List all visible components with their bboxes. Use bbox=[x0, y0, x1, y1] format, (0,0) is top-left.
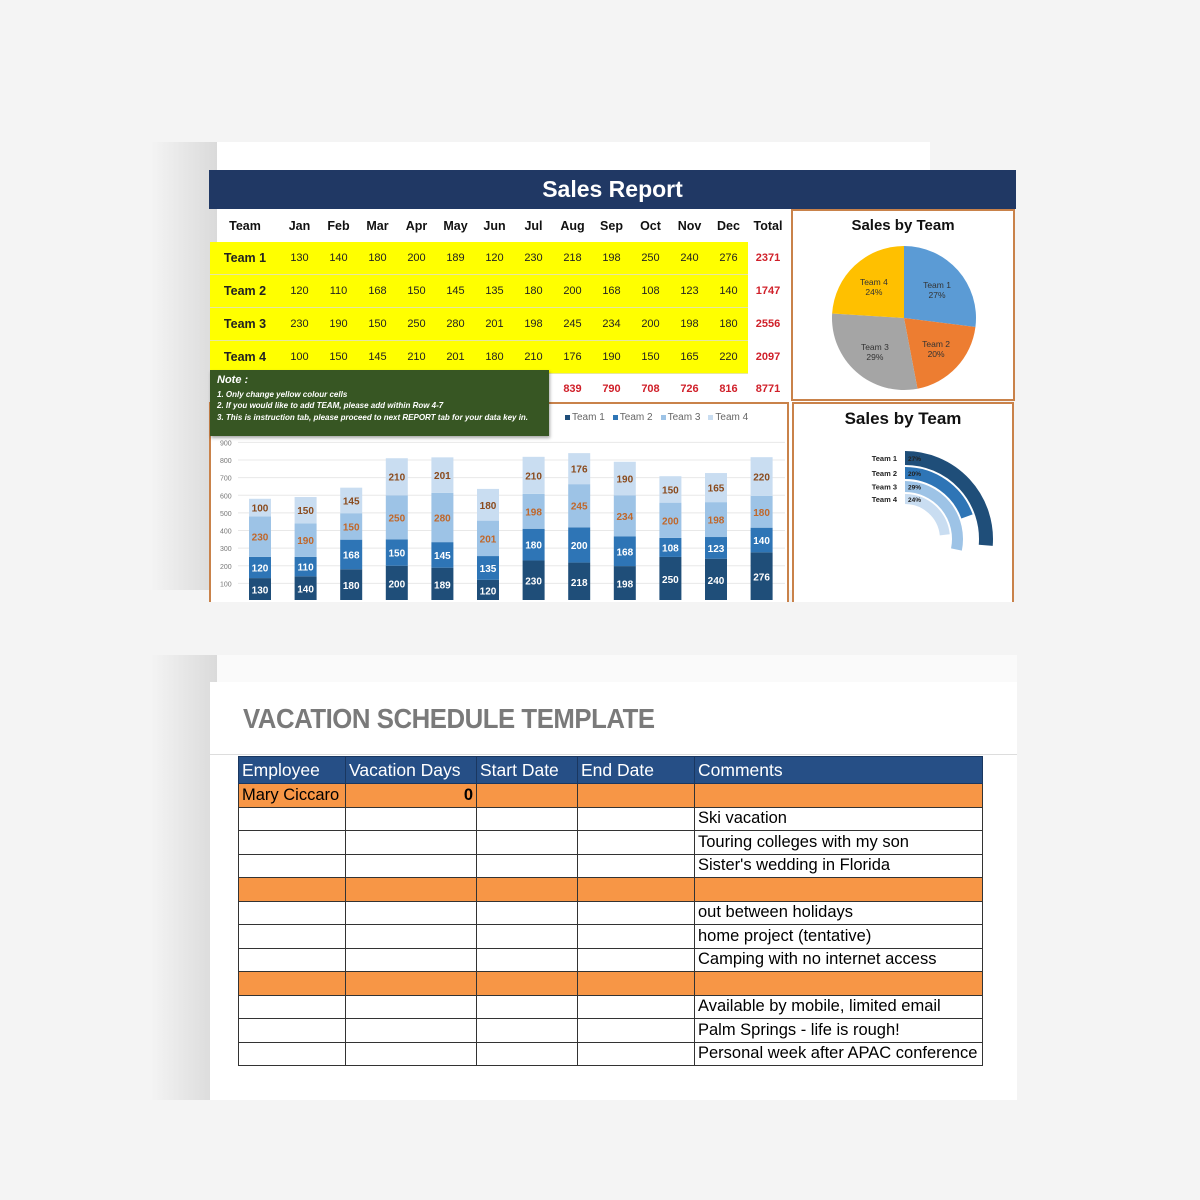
y-tick-label: 700 bbox=[220, 475, 232, 483]
sales-cell[interactable]: 145 bbox=[358, 341, 397, 374]
sales-report-title: Sales Report bbox=[209, 170, 1016, 209]
sales-cell[interactable]: 120 bbox=[475, 242, 514, 275]
sales-cell[interactable]: 180 bbox=[709, 308, 748, 341]
legend-item[interactable] bbox=[708, 412, 748, 423]
comments-cell[interactable]: Personal week after APAC conference bbox=[695, 1042, 983, 1066]
bar-data-label: 150 bbox=[342, 522, 360, 534]
sales-cell[interactable]: 150 bbox=[631, 341, 670, 374]
end-date-cell[interactable] bbox=[578, 1019, 695, 1043]
sales-cell[interactable]: 150 bbox=[358, 308, 397, 341]
month-total-cell: 839 bbox=[553, 374, 592, 404]
radial-bar-percent: 24% bbox=[908, 497, 922, 504]
bar-data-label: 150 bbox=[388, 548, 406, 560]
bar-data-label: 250 bbox=[388, 513, 406, 525]
legend-swatch bbox=[613, 415, 618, 420]
radial-bar-percent: 27% bbox=[908, 456, 922, 463]
month-total-cell: 816 bbox=[709, 374, 748, 404]
bar-data-label: 198 bbox=[616, 579, 634, 591]
comments-cell[interactable]: Sister's wedding in Florida bbox=[695, 854, 983, 878]
bar-data-label: 276 bbox=[753, 572, 770, 584]
bar-data-label: 140 bbox=[753, 536, 770, 548]
start-date-cell[interactable] bbox=[477, 784, 578, 808]
pie-percent: 24% bbox=[865, 286, 883, 297]
bar-data-label: 100 bbox=[251, 503, 269, 515]
bar-data-label: 130 bbox=[251, 585, 269, 597]
vacation-days-cell[interactable]: 0 bbox=[346, 784, 477, 808]
row-total-cell: 1747 bbox=[748, 275, 788, 307]
column-header: Mar bbox=[366, 219, 389, 233]
column-header: Apr bbox=[405, 219, 428, 233]
sales-cell[interactable]: 135 bbox=[475, 275, 514, 308]
vacation-days-cell[interactable] bbox=[346, 1019, 477, 1043]
sales-cell[interactable]: 218 bbox=[553, 242, 592, 275]
end-date-cell[interactable] bbox=[578, 807, 695, 831]
header-comments[interactable]: Comments bbox=[695, 757, 983, 784]
end-date-cell[interactable] bbox=[578, 878, 695, 902]
vacation-days-cell[interactable] bbox=[346, 1042, 477, 1066]
column-header: Team bbox=[229, 219, 261, 233]
comments-cell[interactable] bbox=[695, 972, 983, 996]
bar-data-label: 210 bbox=[525, 471, 542, 483]
legend-swatch bbox=[708, 415, 713, 420]
sales-cell[interactable]: 240 bbox=[670, 242, 709, 275]
radial-bar-label: Team 1 bbox=[871, 454, 897, 463]
pie-percent: 27% bbox=[928, 289, 946, 300]
bar-data-label: 110 bbox=[297, 562, 314, 574]
table-row bbox=[239, 784, 983, 808]
sales-cell[interactable]: 165 bbox=[670, 341, 709, 374]
sales-cell[interactable]: 108 bbox=[631, 275, 670, 308]
y-tick-label: 800 bbox=[220, 458, 232, 465]
sheet-top bbox=[217, 655, 1017, 685]
bar-data-label: 123 bbox=[707, 543, 725, 555]
bar-data-label: 180 bbox=[479, 500, 497, 512]
column-header: Jul bbox=[524, 219, 543, 233]
bar-data-label: 180 bbox=[753, 507, 770, 519]
sales-cell[interactable]: 200 bbox=[553, 275, 592, 308]
legend-label: Team 1 bbox=[572, 412, 605, 423]
column-header: Oct bbox=[640, 219, 661, 233]
vacation-days-cell[interactable] bbox=[346, 807, 477, 831]
column-header: Jan bbox=[288, 219, 311, 233]
team-name-cell[interactable]: Team 2 bbox=[210, 275, 280, 308]
comments-cell[interactable]: Palm Springs - life is rough! bbox=[695, 1019, 983, 1043]
bar-data-label: 150 bbox=[297, 506, 314, 518]
employee-cell[interactable] bbox=[239, 807, 346, 831]
sales-cell[interactable]: 150 bbox=[319, 341, 358, 374]
radial-bar-chart bbox=[792, 402, 1014, 602]
note-line: 3. This is instruction tab, please proceed to next REPORT tab for your data key in. bbox=[217, 412, 529, 422]
employee-cell[interactable]: Mary Ciccaro bbox=[239, 784, 346, 808]
legend-swatch bbox=[661, 415, 666, 420]
vacation-days-cell[interactable] bbox=[346, 831, 477, 855]
start-date-cell[interactable] bbox=[477, 995, 578, 1019]
sales-cell[interactable]: 140 bbox=[709, 275, 748, 308]
radial-chart-title: Sales by Team bbox=[844, 409, 962, 428]
sales-cell[interactable]: 168 bbox=[592, 275, 631, 308]
month-total-cell: 726 bbox=[670, 374, 709, 404]
bar-data-label: 201 bbox=[479, 534, 497, 546]
employee-cell[interactable] bbox=[239, 948, 346, 972]
table-row bbox=[239, 925, 983, 949]
instruction-note bbox=[210, 370, 549, 436]
sales-cell[interactable]: 210 bbox=[514, 341, 553, 374]
comments-cell[interactable]: Ski vacation bbox=[695, 807, 983, 831]
sales-cell[interactable]: 180 bbox=[358, 242, 397, 275]
radial-bar-percent: 29% bbox=[908, 484, 922, 492]
bar-data-label: 210 bbox=[388, 472, 406, 484]
team-name-cell[interactable]: Team 3 bbox=[210, 308, 280, 341]
table-row bbox=[239, 1019, 983, 1043]
pie-percent: 29% bbox=[866, 352, 884, 363]
bar-data-label: 230 bbox=[251, 532, 269, 544]
end-date-cell[interactable] bbox=[578, 901, 695, 925]
bar-data-label: 234 bbox=[616, 511, 634, 523]
bar-data-label: 168 bbox=[342, 550, 360, 562]
sales-cell[interactable]: 200 bbox=[397, 242, 436, 275]
bar-data-label: 180 bbox=[525, 540, 542, 552]
bar-data-label: 200 bbox=[570, 540, 588, 552]
header-row bbox=[239, 757, 983, 784]
bar-data-label: 189 bbox=[434, 580, 451, 592]
comments-cell[interactable]: Camping with no internet access bbox=[695, 948, 983, 972]
header-employee[interactable]: Employee bbox=[239, 757, 346, 784]
sales-cell[interactable]: 198 bbox=[592, 242, 631, 275]
header-start-date[interactable]: Start Date bbox=[477, 757, 578, 784]
sales-cell[interactable]: 200 bbox=[631, 308, 670, 341]
start-date-cell[interactable] bbox=[477, 948, 578, 972]
grand-total-cell: 8771 bbox=[748, 374, 788, 404]
comments-cell[interactable]: home project (tentative) bbox=[695, 925, 983, 949]
y-tick-label: 300 bbox=[220, 546, 232, 554]
comments-cell[interactable]: out between holidays bbox=[695, 901, 983, 925]
bar-data-label: 120 bbox=[479, 586, 497, 598]
month-total-cell: 708 bbox=[631, 374, 670, 404]
bar-data-label: 200 bbox=[662, 516, 679, 528]
table-row bbox=[239, 854, 983, 878]
bar-data-label: 145 bbox=[434, 550, 451, 562]
bar-data-label: 198 bbox=[707, 515, 725, 527]
table-row bbox=[239, 831, 983, 855]
vacation-days-cell[interactable] bbox=[346, 972, 477, 996]
legend-label: Team 2 bbox=[619, 412, 653, 423]
bar-data-label: 190 bbox=[297, 536, 314, 548]
pie-chart-title: Sales by Team bbox=[851, 217, 955, 234]
y-tick-label: 100 bbox=[220, 581, 232, 589]
column-header: Aug bbox=[560, 219, 585, 233]
end-date-cell[interactable] bbox=[578, 831, 695, 855]
radial-bar-percent: 20% bbox=[908, 471, 922, 478]
legend-swatch bbox=[565, 415, 570, 420]
bar-data-label: 168 bbox=[616, 547, 634, 559]
sales-cell[interactable]: 130 bbox=[280, 242, 319, 275]
vacation-days-cell[interactable] bbox=[346, 995, 477, 1019]
sales-cell[interactable]: 276 bbox=[709, 242, 748, 275]
legend-label: Team 3 bbox=[667, 412, 701, 423]
column-header: Nov bbox=[677, 219, 702, 233]
bar-data-label: 140 bbox=[297, 584, 314, 596]
sales-cell[interactable]: 190 bbox=[319, 308, 358, 341]
sales-cell[interactable]: 120 bbox=[280, 275, 319, 308]
month-total-cell: 790 bbox=[592, 374, 631, 404]
bar-data-label: 108 bbox=[662, 543, 679, 555]
vacation-days-cell[interactable] bbox=[346, 854, 477, 878]
comments-cell[interactable] bbox=[695, 784, 983, 808]
pie-label: Team 4 bbox=[859, 276, 888, 287]
bar-data-label: 135 bbox=[479, 563, 497, 575]
end-date-cell[interactable] bbox=[578, 784, 695, 808]
employee-cell[interactable] bbox=[239, 901, 346, 925]
bar-data-label: 198 bbox=[525, 507, 542, 519]
end-date-cell[interactable] bbox=[578, 854, 695, 878]
vacation-days-cell[interactable] bbox=[346, 925, 477, 949]
sales-cell[interactable]: 234 bbox=[592, 308, 631, 341]
y-tick-label: 400 bbox=[220, 528, 232, 536]
row-total-cell: 2097 bbox=[748, 341, 788, 373]
pie-label: Team 3 bbox=[860, 342, 889, 353]
y-tick-label: 600 bbox=[220, 493, 232, 501]
employee-cell[interactable] bbox=[239, 972, 346, 996]
column-header: Jun bbox=[483, 219, 506, 233]
y-tick-label: 200 bbox=[220, 563, 232, 571]
table-row bbox=[239, 948, 983, 972]
bar-data-label: 180 bbox=[342, 581, 360, 593]
sales-cell[interactable]: 198 bbox=[514, 308, 553, 341]
end-date-cell[interactable] bbox=[578, 1042, 695, 1066]
end-date-cell[interactable] bbox=[578, 925, 695, 949]
start-date-cell[interactable] bbox=[477, 972, 578, 996]
sales-cell[interactable]: 176 bbox=[553, 341, 592, 374]
comments-cell[interactable]: Available by mobile, limited email bbox=[695, 995, 983, 1019]
y-tick-label: 900 bbox=[220, 440, 232, 448]
table-row bbox=[239, 1042, 983, 1066]
employee-cell[interactable] bbox=[239, 1042, 346, 1066]
vacation-title: VACATION SCHEDULE TEMPLATE bbox=[243, 703, 655, 734]
vacation-days-cell[interactable] bbox=[346, 901, 477, 925]
start-date-cell[interactable] bbox=[477, 854, 578, 878]
chart-legend bbox=[565, 412, 748, 423]
employee-cell[interactable] bbox=[239, 854, 346, 878]
end-date-cell[interactable] bbox=[578, 948, 695, 972]
pie-label: Team 2 bbox=[922, 339, 951, 350]
sales-cell[interactable]: 123 bbox=[670, 275, 709, 308]
legend-item[interactable] bbox=[613, 412, 653, 423]
note-title: Note : bbox=[217, 374, 249, 386]
header-end-date[interactable]: End Date bbox=[578, 757, 695, 784]
bar-data-label: 190 bbox=[616, 474, 634, 486]
employee-cell[interactable] bbox=[239, 878, 346, 902]
header-vacation-days[interactable]: Vacation Days bbox=[346, 757, 477, 784]
bar-data-label: 165 bbox=[707, 483, 725, 495]
sales-cell[interactable]: 190 bbox=[592, 341, 631, 374]
row-total-cell: 2371 bbox=[748, 242, 788, 274]
radial-bar-label: Team 3 bbox=[871, 482, 897, 492]
sales-cell[interactable]: 245 bbox=[553, 308, 592, 341]
bar-data-label: 230 bbox=[525, 576, 542, 588]
bar-data-label: 280 bbox=[434, 513, 451, 525]
legend-item[interactable] bbox=[661, 412, 701, 423]
sales-cell[interactable]: 145 bbox=[436, 275, 475, 308]
sales-cell[interactable]: 201 bbox=[475, 308, 514, 341]
table-row bbox=[239, 878, 983, 902]
table-row bbox=[239, 807, 983, 831]
pie-canvas bbox=[793, 211, 1013, 399]
bar-data-label: 245 bbox=[570, 501, 588, 513]
sales-cell[interactable]: 100 bbox=[280, 341, 319, 374]
pie-percent: 20% bbox=[927, 349, 945, 360]
y-tick-label: 500 bbox=[220, 510, 232, 518]
employee-cell[interactable] bbox=[239, 995, 346, 1019]
table-row bbox=[239, 901, 983, 925]
sales-cell[interactable]: 201 bbox=[436, 341, 475, 374]
start-date-cell[interactable] bbox=[477, 807, 578, 831]
bar-data-label: 120 bbox=[251, 563, 269, 575]
start-date-cell[interactable] bbox=[477, 1019, 578, 1043]
sales-cell[interactable]: 168 bbox=[358, 275, 397, 308]
bar-data-label: 201 bbox=[434, 471, 451, 483]
team-name-cell[interactable]: Team 4 bbox=[210, 341, 280, 374]
comments-cell[interactable] bbox=[695, 878, 983, 902]
column-header: Sep bbox=[600, 219, 623, 233]
end-date-cell[interactable] bbox=[578, 995, 695, 1019]
bar-data-label: 145 bbox=[342, 496, 360, 508]
employee-cell[interactable] bbox=[239, 1019, 346, 1043]
radial-bar-label: Team 4 bbox=[871, 495, 897, 504]
sales-cell[interactable]: 220 bbox=[709, 341, 748, 374]
employee-cell[interactable] bbox=[239, 925, 346, 949]
radial-canvas bbox=[794, 404, 1012, 600]
table-row bbox=[239, 995, 983, 1019]
sales-cell[interactable]: 198 bbox=[670, 308, 709, 341]
vacation-days-cell[interactable] bbox=[346, 878, 477, 902]
column-header: Feb bbox=[327, 219, 350, 233]
column-header: Dec bbox=[717, 219, 740, 233]
sales-cell[interactable]: 150 bbox=[397, 275, 436, 308]
sales-cell[interactable]: 140 bbox=[319, 242, 358, 275]
bar-data-label: 200 bbox=[388, 579, 406, 591]
column-header: May bbox=[443, 219, 468, 233]
end-date-cell[interactable] bbox=[578, 972, 695, 996]
vacation-days-cell[interactable] bbox=[346, 948, 477, 972]
table-row bbox=[239, 972, 983, 996]
bar-data-label: 176 bbox=[570, 464, 588, 476]
employee-cell[interactable] bbox=[239, 831, 346, 855]
sales-cell[interactable]: 210 bbox=[397, 341, 436, 374]
start-date-cell[interactable] bbox=[477, 901, 578, 925]
note-line: 2. If you would like to add TEAM, please add within Row 4-7 bbox=[217, 401, 444, 410]
radial-bar-label: Team 2 bbox=[871, 469, 897, 478]
bar-data-label: 218 bbox=[570, 577, 588, 589]
vacation-table bbox=[238, 756, 983, 1066]
sales-cell[interactable]: 230 bbox=[280, 308, 319, 341]
comments-cell[interactable]: Touring colleges with my son bbox=[695, 831, 983, 855]
team-name-cell[interactable]: Team 1 bbox=[210, 242, 280, 275]
start-date-cell[interactable] bbox=[477, 925, 578, 949]
sales-cell[interactable]: 189 bbox=[436, 242, 475, 275]
sales-cell[interactable]: 230 bbox=[514, 242, 553, 275]
sales-cell[interactable]: 250 bbox=[631, 242, 670, 275]
pie-chart bbox=[791, 209, 1015, 401]
start-date-cell[interactable] bbox=[477, 831, 578, 855]
bar-data-label: 240 bbox=[707, 575, 725, 587]
row-total-cell: 2556 bbox=[748, 308, 788, 340]
sales-cell[interactable]: 280 bbox=[436, 308, 475, 341]
sales-cell[interactable]: 250 bbox=[397, 308, 436, 341]
bar-data-label: 150 bbox=[662, 485, 679, 497]
legend-item[interactable] bbox=[565, 412, 605, 423]
bar-data-label: 220 bbox=[753, 472, 770, 484]
start-date-cell[interactable] bbox=[477, 878, 578, 902]
sales-cell[interactable]: 180 bbox=[475, 341, 514, 374]
note-line: 1. Only change yellow colour cells bbox=[217, 389, 348, 399]
sales-cell[interactable]: 180 bbox=[514, 275, 553, 308]
divider bbox=[210, 754, 1017, 755]
legend-label: Team 4 bbox=[715, 412, 749, 423]
start-date-cell[interactable] bbox=[477, 1042, 578, 1066]
sales-cell[interactable]: 110 bbox=[319, 275, 358, 308]
column-header: Total bbox=[753, 219, 783, 233]
bar-data-label: 250 bbox=[662, 574, 679, 586]
pie-label: Team 1 bbox=[923, 279, 951, 290]
